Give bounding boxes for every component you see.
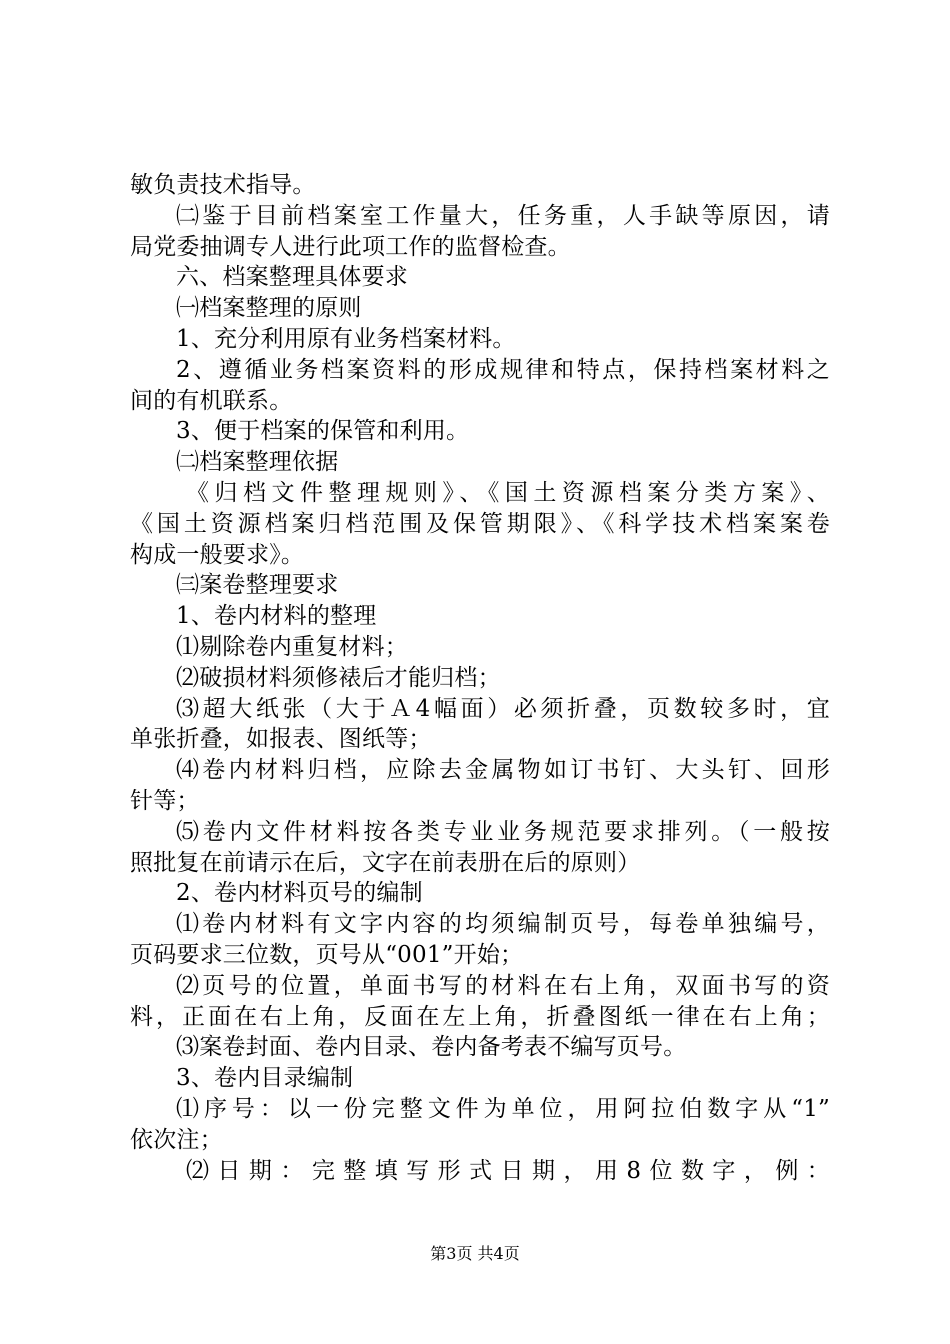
text-line: 针等； <box>130 787 200 814</box>
text-line: ⑷卷内材料归档，应除去金属物如订书钉、大头钉、回形 <box>176 757 830 784</box>
text-line: 间的有机联系。 <box>130 387 293 414</box>
text-line: ㈡鉴于目前档案室工作量大，任务重，人手缺等原因，请 <box>176 202 830 229</box>
text-line: 3、卷内目录编制 <box>176 1065 354 1092</box>
text-line: 单张折叠，如报表、图纸等； <box>130 726 432 753</box>
document-body <box>130 170 830 1186</box>
text-line: 局党委抽调专人进行此项工作的监督检查。 <box>130 233 571 260</box>
text-line: ⑴卷内材料有文字内容的均须编制页号，每卷单独编号， <box>176 911 830 938</box>
text-line: 页码要求三位数，页号从“001”开始； <box>130 941 524 968</box>
text-line: ⑵日期：完整填写形式日期，用8位数字，例： <box>186 1157 830 1184</box>
text-line: 六、档案整理具体要求 <box>176 264 408 291</box>
text-line: ⑴序号：以一份完整文件为单位，用阿拉伯数字从“1” <box>176 1095 830 1122</box>
text-line: ㈢案卷整理要求 <box>176 572 339 599</box>
text-line: 1、充分利用原有业务档案材料。 <box>176 325 516 352</box>
text-line: 3、便于档案的保管和利用。 <box>176 418 470 445</box>
text-line: ⑶案卷封面、卷内目录、卷内备考表不编写页号。 <box>176 1034 687 1061</box>
text-line: 构成一般要求》。 <box>130 541 305 568</box>
text-line: 2、遵循业务档案资料的形成规律和特点，保持档案材料之 <box>176 356 830 383</box>
text-line: 照批复在前请示在后，文字在前表册在后的原则） <box>130 849 641 876</box>
text-line: ㈠档案整理的原则 <box>176 295 362 322</box>
text-line: ⑵破损材料须修裱后才能归档； <box>176 664 501 691</box>
text-line: 敏负责技术指导。 <box>130 172 316 198</box>
text-line: ⑵页号的位置，单面书写的材料在右上角，双面书写的资 <box>176 972 830 999</box>
text-line: ⑸卷内文件材料按各类专业业务规范要求排列。（一般按 <box>176 818 830 845</box>
text-line: 1、卷内材料的整理 <box>176 603 377 630</box>
text-line: 2、卷内材料页号的编制 <box>176 880 423 907</box>
text-line: ⑴剔除卷内重复材料； <box>176 633 408 660</box>
text-line: 依次注； <box>130 1126 223 1153</box>
page-footer: 第3页 共4页 <box>430 1244 520 1263</box>
text-line: 《国土资源档案归档范围及保管期限》、《科学技术档案案卷 <box>130 510 830 537</box>
text-line: ⑶超大纸张（大于Ａ4幅面）必须折叠，页数较多时，宜 <box>176 695 830 722</box>
text-line: 料，正面在右上角，反面在左上角，折叠图纸一律在右上角； <box>130 1003 830 1030</box>
text-line: 《归档文件整理规则》、《国土资源档案分类方案》、 <box>186 479 830 506</box>
text-line: ㈡档案整理依据 <box>176 449 339 476</box>
